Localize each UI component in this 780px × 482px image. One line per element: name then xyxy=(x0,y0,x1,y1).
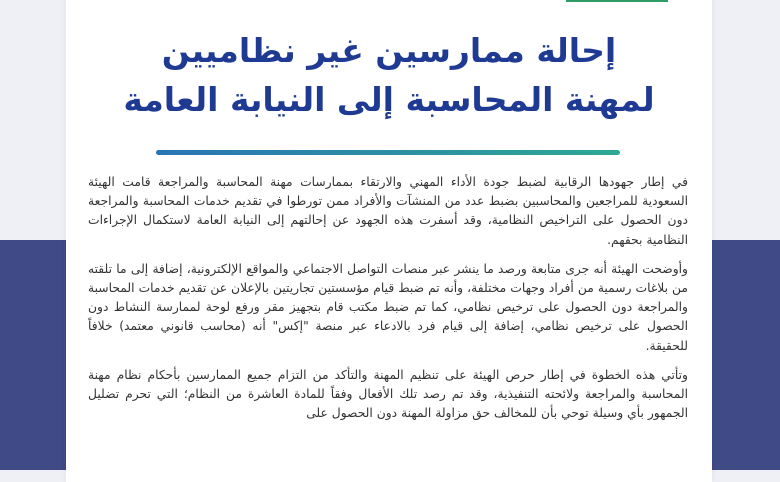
accent-tab xyxy=(566,0,668,2)
article-card xyxy=(66,0,712,482)
article-body xyxy=(88,173,688,433)
paragraph-1: في إطار جهودها الرقابية لضبط جودة الأداء المهني والارتقاء بممارسات مهنة المحاسبة والمراجعة قامت الهيئة السعودية للمراجعين والمحاسبين بضبط عدد من المنشآت والأفراد ممن تورطوا في تقديم خدمات المحاسبة والمراجعة دون الحصول على التراخيص النظامية، وقد أسفرت هذه الجهود عن إحالتهم إلى النيابة العامة لاستكمال الإجراءات النظامية بحقهم. xyxy=(88,175,688,247)
paragraph-3: وتأتي هذه الخطوة في إطار حرص الهيئة على تنظيم المهنة والتأكد من التزام جميع الممارسين بأحكام نظام مهنة المحاسبة والمراجعة ولائحته التنفيذية، وقد تم رصد تلك الأفعال وفقاً للمادة العاشرة من النظام؛ التي تحرم تضليل الجمهور بأي وسيلة توحي بأن للمخالف حق مزاولة المهنة دون الحصول على xyxy=(88,367,688,421)
headline xyxy=(86,26,692,124)
paragraph-2: وأوضحت الهيئة أنه جرى متابعة ورصد ما ينشر عبر منصات التواصل الاجتماعي والمواقع الإلكترونية، إضافة إلى ما تلقته من بلاغات رسمية من أفراد وجهات مختلفة، وأنه تم ضبط قيام مؤسستين تجاريتين بالإعلان عن تقديم خدمات المحاسبة والمراجعة دون الحصول على ترخيص نظامي، كما تم ضبط مكتب قام بتجهيز مقر ورفع لوحة لممارسة النشاط دون الحصول على ترخيص نظامي، إضافة إلى قيام فرد بالادعاء عبر منصة "إكس" أنه (محاسب قانوني معتمد) خلافاً للحقيقة. xyxy=(88,261,688,353)
headline-line-1: إحالة ممارسين غير نظاميين xyxy=(161,31,617,70)
headline-line-2: لمهنة المحاسبة إلى النيابة العامة xyxy=(123,80,655,119)
headline-divider xyxy=(156,150,620,155)
